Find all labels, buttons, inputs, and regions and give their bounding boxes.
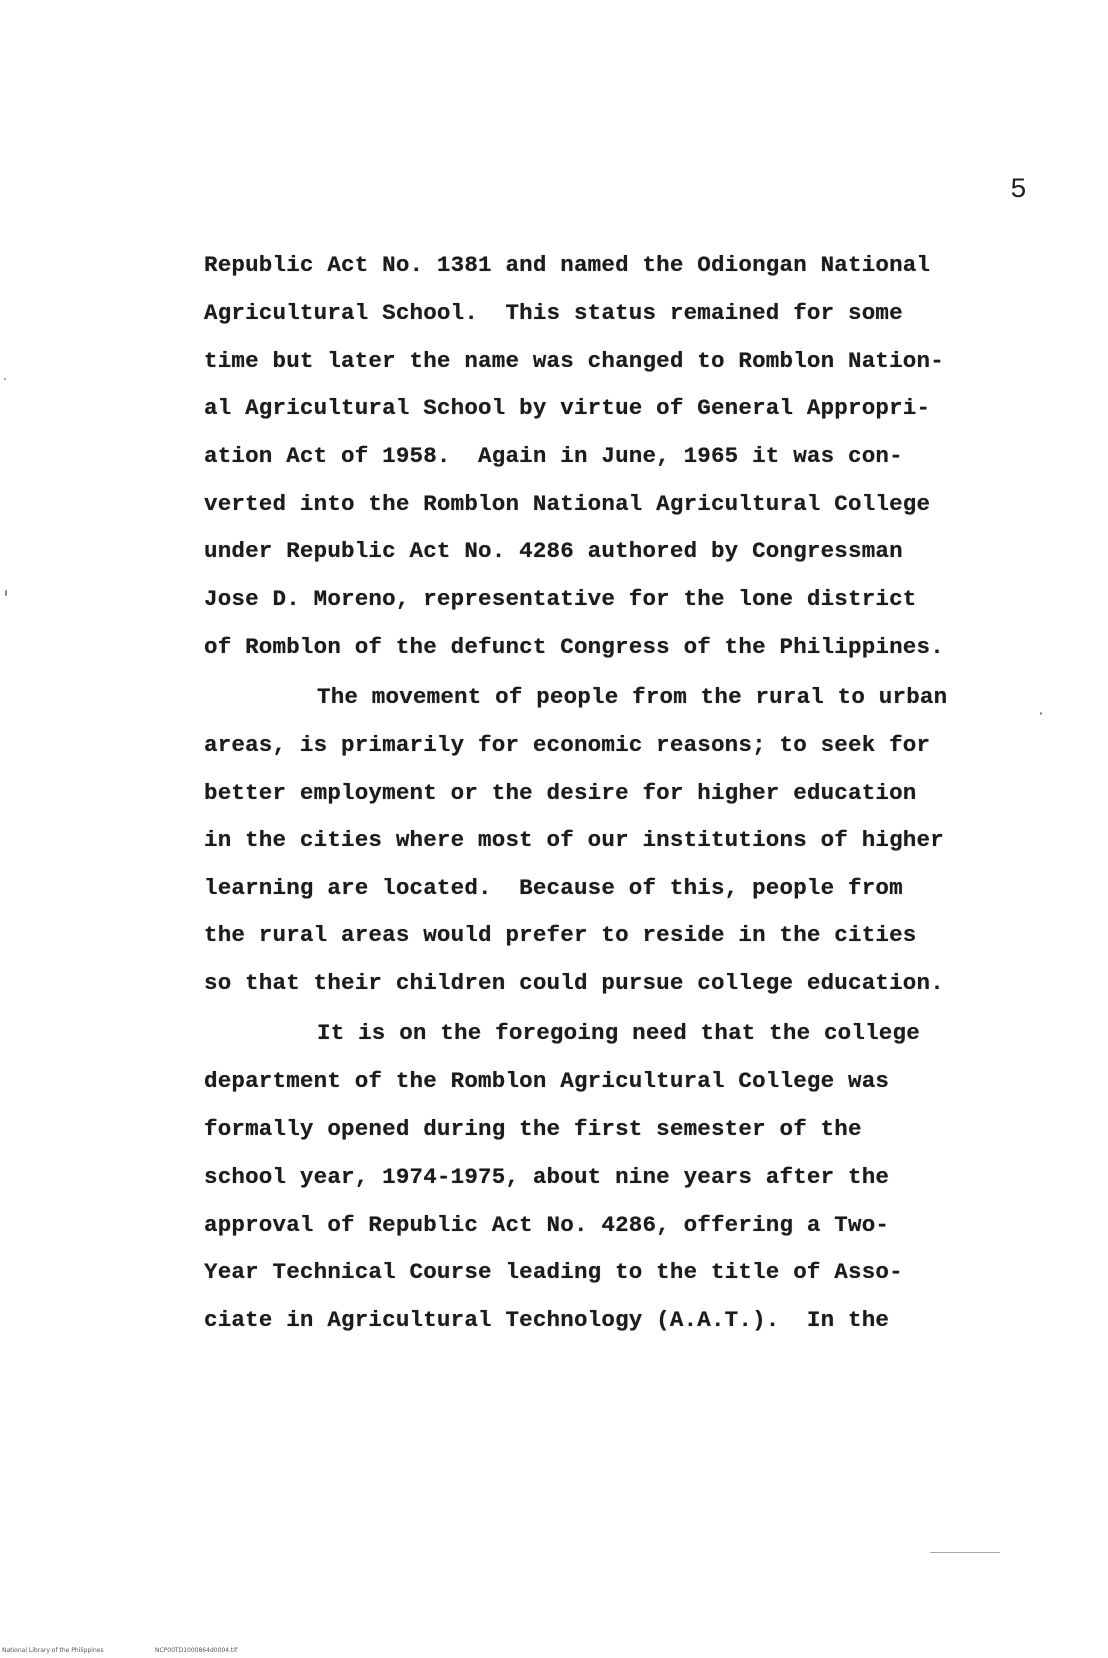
scan-speck (1040, 712, 1042, 715)
footer-library-name: National Library of the Philippines (2, 1647, 104, 1654)
text-line: Agricultural School. This status remained for some (204, 300, 903, 326)
text-line: formally opened during the first semester of the (204, 1116, 862, 1142)
paragraph-first-line: The movement of people from the rural to urban (317, 684, 948, 710)
text-line: ation Act of 1958. Again in June, 1965 it was con- (204, 443, 903, 469)
text-line: Year Technical Course leading to the title of Asso- (204, 1259, 903, 1285)
text-line: school year, 1974-1975, about nine years after the (204, 1164, 890, 1190)
text-line: time but later the name was changed to Romblon Nation- (204, 348, 944, 374)
scan-speck (4, 378, 6, 380)
text-line: Republic Act No. 1381 and named the Odiongan National (204, 252, 931, 278)
text-line: ciate in Agricultural Technology (A.A.T.). In the (204, 1307, 890, 1333)
text-line: al Agricultural School by virtue of General Appropri- (204, 395, 931, 421)
text-line: better employment or the desire for higher education (204, 780, 917, 806)
footer-file-id: NCP00TD1000864d0004.tif (155, 1647, 238, 1654)
scan-speck (5, 590, 7, 596)
text-line: department of the Romblon Agricultural College was (204, 1068, 890, 1094)
scan-speck (930, 1552, 1000, 1553)
text-line: areas, is primarily for economic reasons; to seek for (204, 732, 931, 758)
text-line: approval of Republic Act No. 4286, offering a Two- (204, 1212, 890, 1238)
text-line: Jose D. Moreno, representative for the lone district (204, 586, 917, 612)
paragraph-first-line: It is on the foregoing need that the college (317, 1020, 920, 1046)
text-line: learning are located. Because of this, people from (204, 875, 903, 901)
page-number: 5 (1010, 175, 1027, 206)
text-line: under Republic Act No. 4286 authored by Congressman (204, 538, 903, 564)
text-line: of Romblon of the defunct Congress of the Philippines. (204, 634, 944, 660)
text-line: in the cities where most of our institutions of higher (204, 827, 944, 853)
text-line: the rural areas would prefer to reside in the cities (204, 922, 917, 948)
text-line: verted into the Romblon National Agricultural College (204, 491, 931, 517)
text-line: so that their children could pursue college education. (204, 970, 944, 996)
